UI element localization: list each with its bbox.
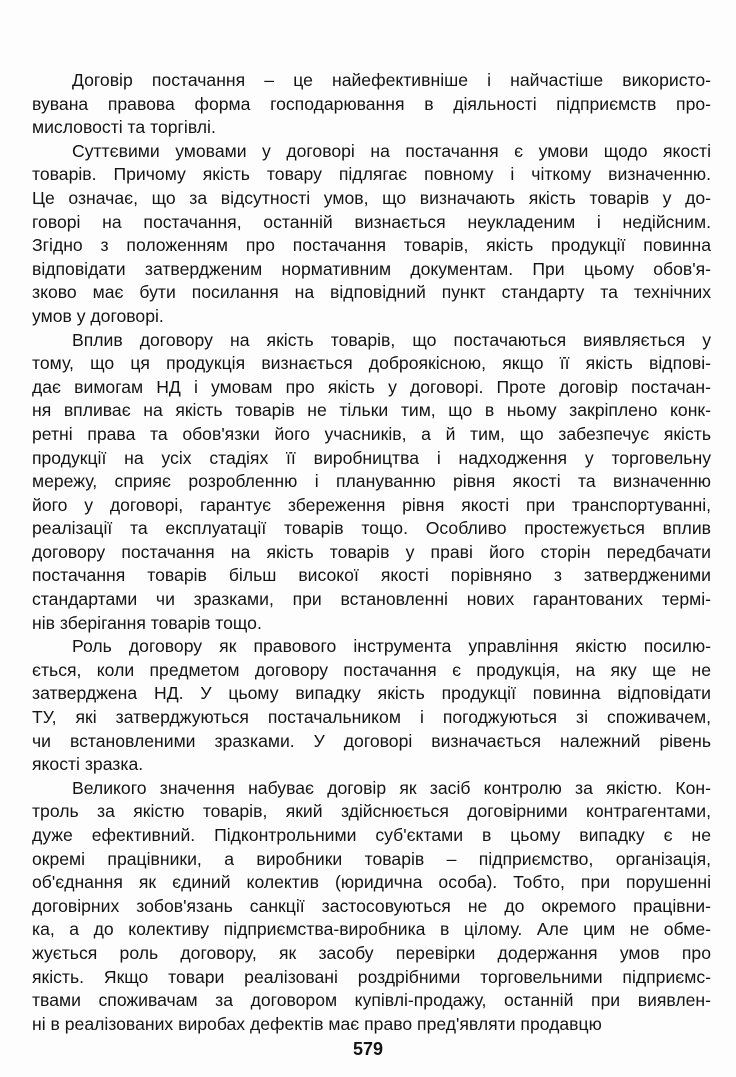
- text-line: ретні права та обов'язки його учасників, а й тим, що забезпечує якість: [32, 423, 711, 444]
- text-line: ні в реалізованих виробах дефектів має право пред'являти продавцю: [32, 1013, 602, 1034]
- text-line: жується роль договору, як засобу перевірки додержання умов про: [32, 942, 711, 963]
- text-line: стандартами чи зразками, при встановленні нових гарантованих термі-: [32, 589, 711, 610]
- text-line: товарів. Причому якість товару підлягає повному і чіткому визначенню.: [32, 164, 711, 185]
- text-line: об'єднання як єдиний колектив (юридична особа). Тобто, при порушенні: [32, 872, 711, 893]
- text-line: говорі на постачання, останній визнається неукладеним і недійсним.: [32, 211, 711, 232]
- text-line: ТУ, які затверджуються постачальником і погоджуються зі споживачем,: [32, 707, 711, 728]
- text-line: Договір постачання – це найефективніше і найчастіше використо-: [72, 70, 711, 90]
- text-line: зково має бути посилання на відповідний пункт стандарту та технічних: [32, 282, 711, 303]
- text-line: якості зразка.: [32, 754, 144, 775]
- text-line: його у договорі, гарантує збереження рівня якості при транспортуванні,: [32, 494, 711, 515]
- text-line: тому, що ця продукція визнається доброякісною, якщо її якість відпові-: [32, 353, 711, 374]
- text-line: дуже ефективний. Підконтрольними суб'єктами в цьому випадку є не: [32, 825, 711, 845]
- text-line: твами споживачам за договором купівлі-продажу, останній при виявлен-: [32, 990, 711, 1011]
- text-line: Вплив договору на якість товарів, що постачаються виявляється у: [72, 329, 711, 350]
- text-line: умов у договорі.: [32, 305, 164, 326]
- text-line: реалізації та експлуатації товарів тощо. Особливо простежується вплив: [32, 518, 711, 539]
- text-line: нів зберігання товарів тощо.: [32, 612, 262, 633]
- text-line: троль за якістю товарів, який здійснюється договірними контрагентами,: [32, 801, 711, 822]
- text-line: окремі працівники, а виробники товарів – підприємство, організація,: [32, 848, 711, 869]
- text-line: продукції на усіх стадіях її виробництва і надходження у торговельну: [32, 447, 711, 468]
- text-line: вувана правова форма господарювання в діяльності підприємств про-: [32, 93, 711, 114]
- text-line: Великого значення набуває договір як засіб контролю за якістю. Кон-: [72, 777, 711, 798]
- text-line: договірних зобов'язань санкції застосовуються не до окремого працівни-: [32, 895, 711, 916]
- text-line: ється, коли предметом договору постачання є продукція, на яку ще не: [32, 659, 711, 680]
- text-line: ка, а до колективу підприємства-виробника в цілому. Але цим не обме-: [32, 919, 711, 940]
- text-line: Суттєвими умовами у договорі на постачання є умови щодо якості: [72, 140, 711, 161]
- text-line: Це означає, що за відсутності умов, що визначають якість товарів у до-: [32, 187, 711, 208]
- text-line: затверджена НД. У цьому випадку якість продукції повинна відповідати: [32, 683, 711, 704]
- text-line: Роль договору як правового інструмента управління якістю посилю-: [72, 636, 711, 657]
- text-line: мережу, сприяє розробленню і плануванню рівня якості та визначенню: [32, 471, 711, 492]
- text-line: відповідати затвердженим нормативним документам. При цьому обов'я-: [32, 258, 711, 279]
- text-line: договору постачання на якість товарів у праві його сторін передбачати: [32, 541, 711, 562]
- text-line: Згідно з положенням про постачання товарів, якість продукції повинна: [32, 235, 711, 256]
- text-line: якість. Якщо товари реалізовані роздрібними торговельними підприємс-: [32, 966, 711, 987]
- text-line: постачання товарів більш високої якості порівняно з затвердженими: [32, 565, 711, 586]
- body-text: [32, 69, 711, 1036]
- text-line: ня впливає на якість товарів не тільки тим, що в ньому закріплено конк-: [32, 400, 711, 421]
- page-number: 579: [352, 1039, 384, 1059]
- text-line: дає вимогам НД і умовам про якість у договорі. Проте договір постачан-: [32, 376, 711, 397]
- text-line: чи встановленими зразками. У договорі визначається належний рівень: [32, 730, 711, 751]
- text-line: мисловості та торгівлі.: [32, 117, 216, 138]
